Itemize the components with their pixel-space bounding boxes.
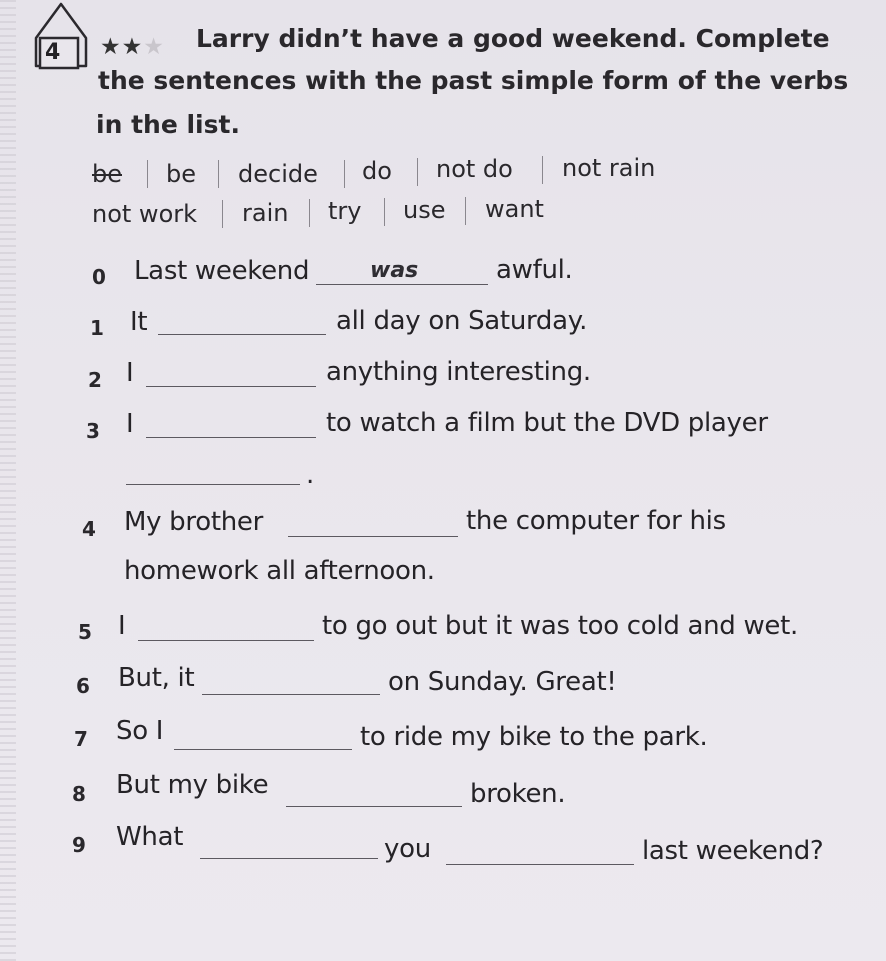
word-divider bbox=[218, 160, 219, 188]
word-divider bbox=[417, 158, 418, 186]
word-not-work: not work bbox=[92, 200, 198, 228]
word-divider bbox=[222, 200, 223, 228]
word-do: do bbox=[362, 157, 392, 185]
difficulty-stars bbox=[100, 34, 165, 60]
word-want: want bbox=[485, 195, 544, 223]
sentence-number: 1 bbox=[90, 316, 104, 340]
sentence-number: 7 bbox=[74, 727, 88, 751]
sentence-number: 6 bbox=[76, 674, 90, 698]
sentence-text: But, it bbox=[118, 663, 195, 693]
sentence-end-period: . bbox=[306, 460, 314, 490]
word-not-do: not do bbox=[436, 155, 513, 183]
sentence-number: 0 bbox=[92, 265, 106, 289]
sentence-text: awful. bbox=[496, 255, 573, 285]
sentence-text: I bbox=[126, 358, 134, 388]
answer-blank[interactable] bbox=[446, 864, 634, 865]
word-use: use bbox=[403, 196, 446, 224]
sentence-text: But my bike bbox=[116, 770, 269, 800]
sentence-text-continued: homework all afternoon. bbox=[124, 556, 435, 586]
answer-blank[interactable] bbox=[126, 484, 300, 485]
sentence-text: to ride my bike to the park. bbox=[360, 722, 708, 752]
word-divider bbox=[384, 198, 385, 226]
sentence-text: the computer for his bbox=[466, 506, 726, 536]
sentence-text: So I bbox=[116, 716, 164, 746]
sentence-text: It bbox=[130, 307, 148, 337]
answer-blank[interactable] bbox=[146, 437, 316, 438]
answer-blank[interactable] bbox=[286, 806, 462, 807]
word-divider bbox=[309, 199, 310, 227]
word-not-rain: not rain bbox=[562, 154, 656, 182]
sentence-text: Last weekend bbox=[134, 256, 310, 286]
sentence-text: to go out but it was too cold and wet. bbox=[322, 611, 798, 641]
answer-blank[interactable] bbox=[200, 858, 378, 859]
sentence-text: I bbox=[118, 611, 126, 641]
example-answer: was bbox=[370, 258, 419, 283]
instruction-line-1: Larry didn’t have a good weekend. Complete bbox=[196, 24, 830, 53]
house-outline-icon bbox=[30, 0, 92, 72]
sentence-number: 9 bbox=[72, 833, 86, 857]
sentence-text: anything interesting. bbox=[326, 357, 591, 387]
sentence-text: What bbox=[116, 822, 184, 852]
star-filled-icon: ★★ bbox=[100, 34, 144, 60]
instruction-line-2: the sentences with the past simple form of the verbs bbox=[98, 66, 849, 95]
answer-blank[interactable] bbox=[158, 334, 326, 335]
instruction-line-3: in the list. bbox=[96, 110, 240, 139]
answer-blank[interactable] bbox=[146, 386, 316, 387]
answer-blank bbox=[316, 284, 488, 285]
sentence-number: 5 bbox=[78, 620, 92, 644]
exercise-number: 4 bbox=[45, 40, 61, 65]
answer-blank[interactable] bbox=[202, 694, 380, 695]
word-decide: decide bbox=[238, 160, 318, 188]
word-rain: rain bbox=[242, 199, 289, 227]
sentence-text: broken. bbox=[470, 779, 566, 809]
word-be: be bbox=[166, 160, 196, 188]
answer-blank[interactable] bbox=[138, 640, 314, 641]
sentence-text: My brother bbox=[124, 507, 263, 537]
sentence-text: all day on Saturday. bbox=[336, 306, 588, 336]
answer-blank[interactable] bbox=[174, 749, 352, 750]
sentence-number: 4 bbox=[82, 517, 96, 541]
sentence-text: on Sunday. Great! bbox=[388, 667, 617, 697]
word-try: try bbox=[328, 197, 362, 225]
sentence-text: last weekend? bbox=[642, 836, 824, 866]
page-binding-edge bbox=[0, 0, 16, 961]
star-empty-icon: ★ bbox=[143, 34, 165, 60]
sentence-text: to watch a film but the DVD player bbox=[326, 408, 768, 438]
sentence-text: you bbox=[384, 834, 431, 864]
sentence-text: I bbox=[126, 409, 134, 439]
sentence-number: 3 bbox=[86, 419, 100, 443]
word-divider bbox=[465, 197, 466, 225]
sentence-number: 8 bbox=[72, 782, 86, 806]
word-divider bbox=[542, 156, 543, 184]
word-be-crossed: be bbox=[92, 160, 122, 188]
word-divider bbox=[147, 160, 148, 188]
word-divider bbox=[344, 160, 345, 188]
sentence-number: 2 bbox=[88, 368, 102, 392]
answer-blank[interactable] bbox=[288, 536, 458, 537]
